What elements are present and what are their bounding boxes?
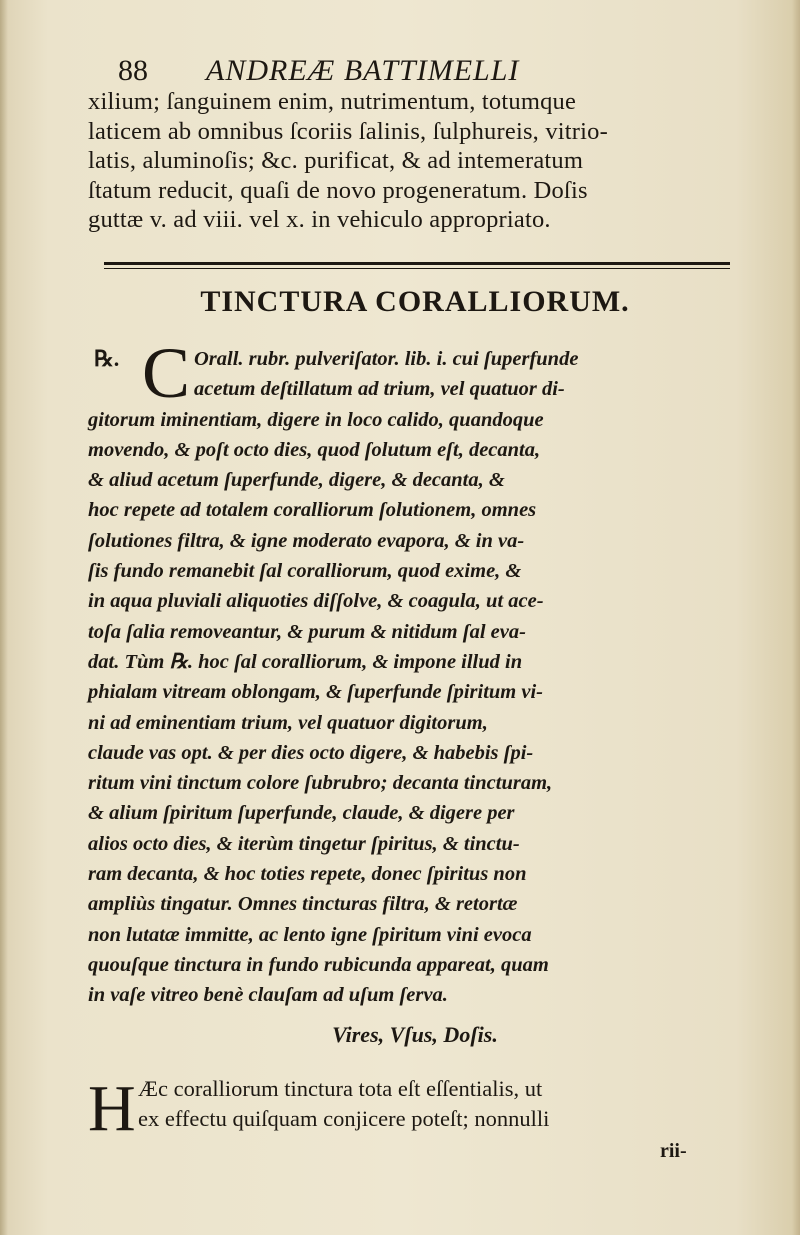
recipe-line: in aqua pluviali aliquoties diſſolve, & coagula, ut ace-	[88, 590, 544, 613]
page-binding-shadow	[0, 0, 8, 1235]
text-line: Æc coralliorum tinctura tota eſt eſſentialis, ut	[138, 1076, 543, 1101]
recipe-line: gitorum iminentiam, digere in loco calido, quandoque	[88, 408, 544, 431]
recipe-line: phialam vitream oblongam, & ſuperfunde ſpiritum vi-	[88, 681, 544, 704]
recipe-line: ram decanta, & hoc toties repete, donec ſpiritus non	[88, 863, 527, 886]
recipe-symbol: ℞.	[94, 346, 120, 371]
drop-cap-h: H	[88, 1072, 136, 1145]
text-line: latis, aluminoſis; &c. purificat, & ad intemeratum	[88, 147, 584, 174]
text-line: ex effectu quiſquam conjicere poteſt; nonnulli	[138, 1106, 550, 1131]
recipe-line: ni ad eminentiam trium, vel quatuor digitorum,	[88, 711, 488, 734]
recipe-line: non lutatæ immitte, ac lento igne ſpiritum vini evoca	[88, 923, 532, 946]
catchword: rii-	[660, 1140, 687, 1162]
section-heading: TINCTURA CORALLIORUM.	[200, 285, 630, 318]
section-rule-thin	[104, 268, 730, 269]
recipe-paragraph	[88, 333, 738, 1011]
recipe-line: ſis fundo remanebit ſal coralliorum, quod exime, &	[88, 560, 522, 583]
intro-paragraph	[88, 87, 736, 235]
section-rule	[104, 262, 730, 265]
drop-cap-c: C	[142, 333, 191, 413]
recipe-line: alios octo dies, & iterùm tingetur ſpiritus, & tinctu-	[88, 832, 520, 855]
recipe-line: in vaſe vitreo benè clauſam ad uſum ſerva.	[88, 984, 448, 1007]
text-line: laticem ab omnibus ſcoriis ſalinis, ſulphureis, vitrio-	[88, 117, 608, 145]
recipe-line: & alium ſpiritum ſuperfunde, claude, & digere per	[88, 802, 515, 825]
page-number: 88	[118, 54, 148, 87]
page-edge-shadow	[792, 0, 800, 1235]
recipe-line: ritum vini tinctum colore ſubrubro; decanta tincturam,	[88, 772, 553, 795]
recipe-line: acetum deſtillatum ad trium, vel quatuor di-	[194, 378, 565, 401]
text-line: guttæ v. ad viii. vel x. in vehiculo appropriato.	[88, 206, 551, 233]
recipe-line: ſolutiones filtra, & igne moderato evapora, & in va-	[88, 529, 525, 552]
text-line: xilium; ſanguinem enim, nutrimentum, totumque	[88, 88, 577, 115]
recipe-line: toſa ſalia removeantur, & purum & nitidum ſal eva-	[88, 620, 526, 643]
recipe-line: movendo, & poſt octo dies, quod ſolutum eſt, decanta,	[88, 438, 541, 461]
recipe-line: Orall. rubr. pulveriſator. lib. i. cui ſuperfunde	[194, 348, 579, 370]
running-head	[118, 54, 718, 88]
recipe-line: ampliùs tingatur. Omnes tincturas filtra, & retortæ	[88, 893, 518, 916]
recipe-line: & aliud acetum ſuperfunde, digere, & decanta, &	[88, 469, 505, 492]
subheading: Vires, Vſus, Doſis.	[332, 1022, 498, 1047]
recipe-line: dat. Tùm ℞. hoc ſal coralliorum, & impone illud in	[88, 650, 523, 673]
running-title: ANDREÆ BATTIMELLI	[206, 54, 520, 87]
closing-paragraph	[138, 1074, 728, 1134]
recipe-line: hoc repete ad totalem coralliorum ſolutionem, omnes	[88, 499, 537, 522]
text-line: ſtatum reducit, quaſi de novo progeneratum. Doſis	[88, 176, 588, 204]
recipe-line: claude vas opt. & per dies octo digere, & habebis ſpi-	[88, 741, 534, 764]
recipe-line: quouſque tinctura in fundo rubicunda appareat, quam	[88, 953, 549, 976]
